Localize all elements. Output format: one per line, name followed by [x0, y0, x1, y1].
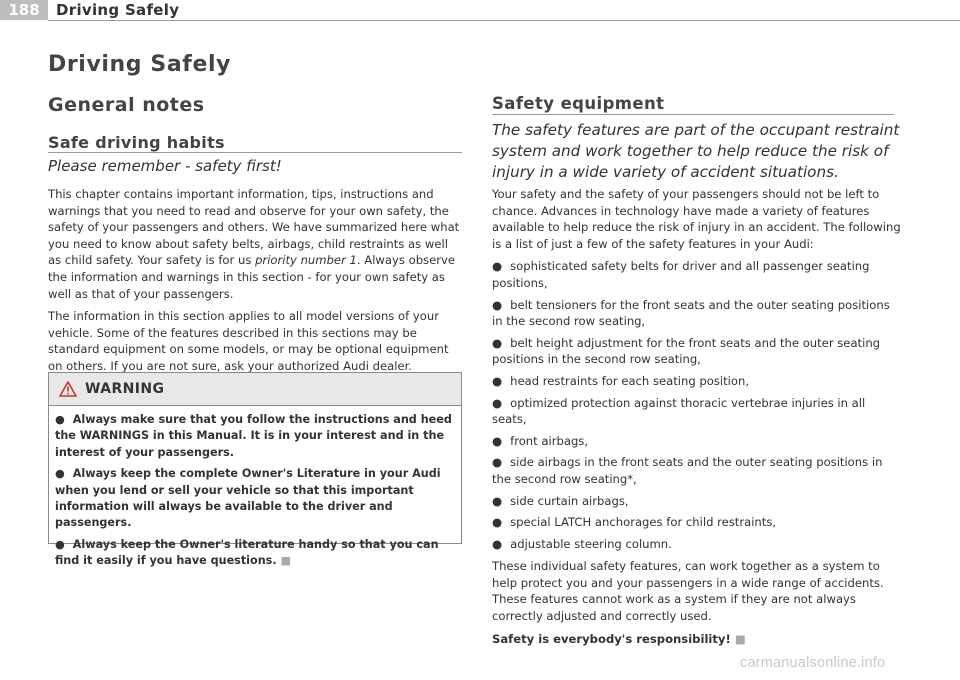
safety-feature-list	[492, 258, 902, 552]
feature-text: optimized protection against thoracic vertebrae injuries in all seats,	[492, 395, 866, 427]
paragraph-safety-intro: Your safety and the safety of your passengers should not be left to chance. Advances in technology have made a variety of features available to help reduce the risk of injury in an accident. The following is a list of just a few of the safety features in your Audi:	[492, 187, 901, 251]
list-item	[492, 373, 902, 390]
warning-item	[55, 466, 455, 532]
list-item	[492, 297, 902, 330]
list-item	[492, 514, 902, 531]
subsection-subtitle: Please remember - safety first!	[48, 157, 282, 175]
end-of-section-mark: ■	[280, 554, 292, 568]
chapter-title: Driving Safely	[48, 52, 232, 77]
feature-text: belt tensioners for the front seats and the outer seating positions in the second row seating,	[492, 297, 890, 329]
feature-text: side airbags in the front seats and the outer seating positions in the second row seating*,	[492, 455, 883, 486]
warning-item-text: Always keep the complete Owner's Literature in your Audi when you lend or sell your vehicle so that this important information will always be available to the driver and passengers.	[55, 467, 441, 530]
header-divider	[48, 20, 960, 21]
paragraph-applicability: The information in this section applies to all model versions of your vehicle. Some of the features described in this sections may be standard equipment on some models, or may be optional equipment on others. If you are not sure, ask your authorized Audi dealer.	[48, 309, 449, 373]
section-title-safety-equipment: Safety equipment	[492, 94, 665, 113]
bullet-icon: ●	[55, 467, 65, 481]
warning-box	[48, 372, 462, 568]
subsection-divider	[48, 152, 462, 153]
feature-text: sophisticated safety belts for driver and all passenger seating positions,	[492, 259, 870, 290]
paragraph-intro-b: . Always observe the information and warnings in this section - for your own safety as well as that of your passengers.	[48, 253, 455, 301]
feature-text: head restraints for each seating position,	[510, 373, 750, 388]
bullet-icon: ●	[492, 536, 503, 551]
warning-list	[49, 406, 461, 570]
subsection-title-safe-driving-habits: Safe driving habits	[48, 133, 225, 152]
list-item	[492, 258, 902, 291]
list-item	[492, 536, 902, 553]
bullet-icon: ●	[492, 335, 503, 350]
paragraph-system-note: These individual safety features, can work together as a system to help protect you and your passengers in a wide range of accidents. These features cannot work as a system if they are not always correctly adjusted and correctly used.	[492, 559, 884, 624]
feature-text: adjustable steering column.	[510, 536, 672, 551]
list-item	[492, 433, 902, 450]
responsibility-text: Safety is everybody's responsibility!	[492, 631, 731, 646]
section-title-general-notes: General notes	[48, 94, 205, 116]
running-title: Driving Safely	[56, 1, 180, 19]
feature-text: belt height adjustment for the front seats and the outer seating positions in the second row seating,	[492, 335, 881, 367]
warning-item-text: Always make sure that you follow the instructions and heed the WARNINGS in this Manual. It is in your interest and in the interest of your passengers.	[55, 413, 452, 459]
bullet-icon: ●	[492, 433, 503, 448]
bullet-icon: ●	[492, 493, 503, 508]
bullet-icon: ●	[492, 297, 503, 312]
page-number: 188	[0, 0, 48, 20]
page-header	[0, 0, 960, 28]
warning-item	[55, 412, 455, 461]
list-item	[492, 454, 902, 487]
right-column-body	[492, 186, 902, 647]
bullet-icon: ●	[492, 455, 503, 470]
priority-emphasis: priority number 1	[255, 253, 357, 268]
bullet-icon: ●	[492, 373, 503, 388]
bullet-icon: ●	[55, 537, 65, 551]
bullet-icon: ●	[492, 259, 503, 274]
warning-header	[49, 373, 461, 406]
list-item	[492, 335, 902, 368]
paragraph-intro-a: This chapter contains important information, tips, instructions and warnings that you need to read and observe for your own safety, the safety of your passengers and others. We have summarized here what you need to know about safety belts, airbags, child restraints as well as child safety. Your safety is for us	[48, 187, 460, 268]
safety-equipment-lead: The safety features are part of the occupant restraint system and work together to help reduce the risk of injury in a wide variety of accident situations.	[492, 121, 900, 181]
warning-item	[55, 537, 455, 570]
feature-text: special LATCH anchorages for child restraints,	[510, 515, 777, 530]
list-item	[492, 493, 902, 510]
left-column-body	[48, 186, 462, 381]
watermark: carmanualsonline.info	[740, 655, 886, 671]
warning-title: WARNING	[85, 381, 165, 397]
bullet-icon: ●	[492, 395, 503, 410]
warning-item-text: Always keep the Owner's literature handy so that you can find it easily if you have questions.	[55, 537, 439, 568]
feature-text: side curtain airbags,	[510, 493, 629, 508]
responsibility-statement	[492, 631, 902, 648]
bullet-icon: ●	[55, 413, 65, 426]
bullet-icon: ●	[492, 515, 503, 530]
section-divider	[492, 114, 894, 115]
end-of-section-mark: ■	[734, 631, 746, 646]
list-item	[492, 395, 902, 428]
paragraph-intro	[48, 186, 462, 302]
warning-triangle-icon	[59, 381, 77, 397]
feature-text: front airbags,	[510, 433, 589, 448]
